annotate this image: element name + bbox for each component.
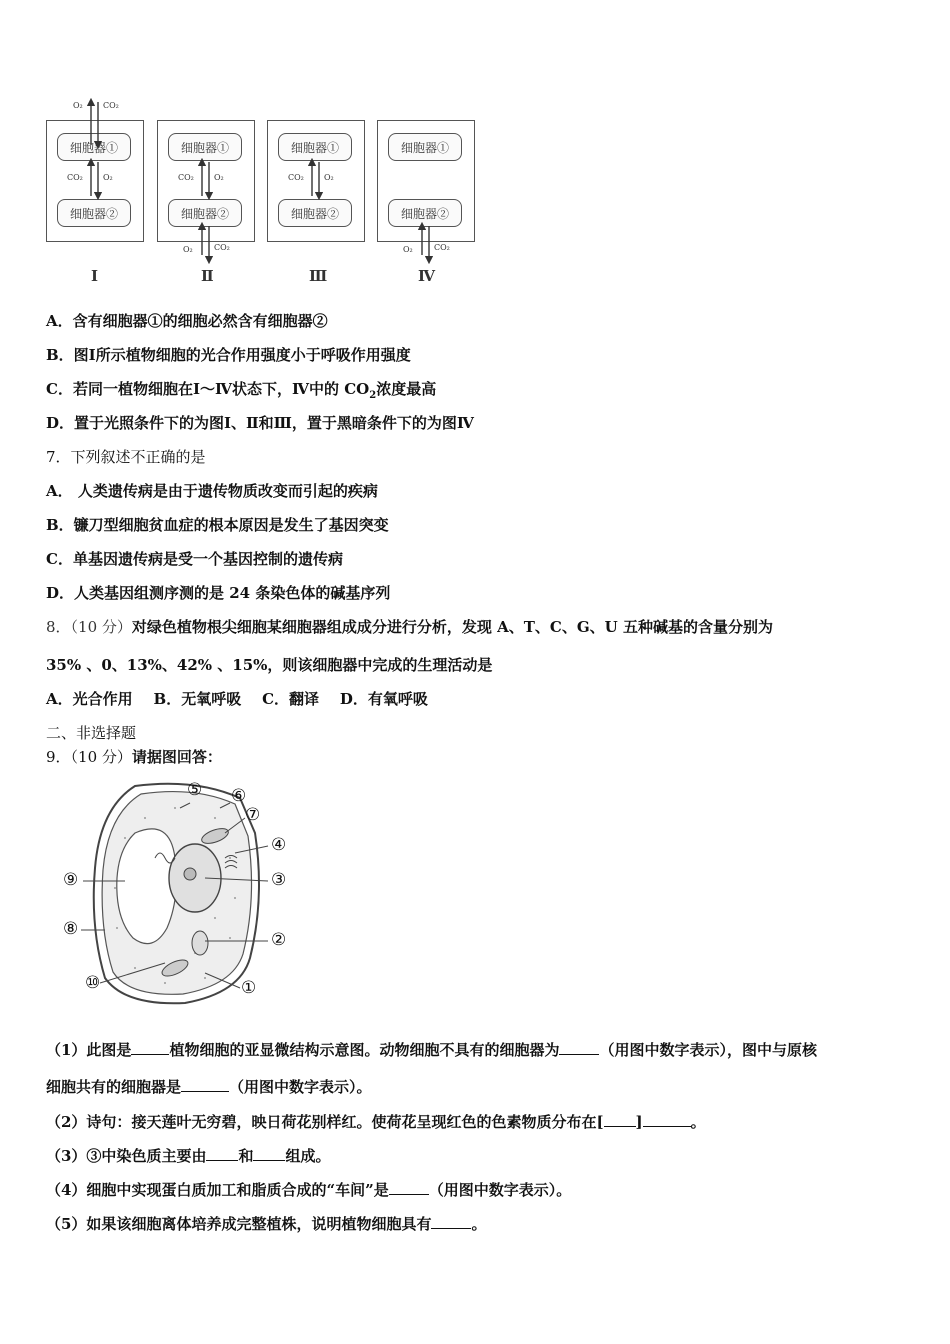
organelle-gas-exchange-figure (40, 95, 480, 295)
q9-part3-b: 和 (238, 1147, 254, 1165)
panel-1-organelle-2: 细胞器② (57, 199, 131, 227)
q9-stem-line (46, 747, 222, 767)
q9-part1-d: 细胞共有的细胞器是 (46, 1078, 182, 1096)
panel-2-organelle-1: 细胞器① (168, 133, 242, 161)
q9-blank-7[interactable] (253, 1146, 285, 1161)
q7-stem: 7．下列叙述不正确的是 (46, 448, 206, 466)
cell-label-5: ⑤ (187, 780, 203, 800)
q6-option-c (46, 379, 436, 406)
q8-stem1: 对绿色植物根尖细胞某细胞器组成成分进行分析，发现 A、T、C、G、U 五种碱基的含量分别为 (131, 618, 773, 636)
cell-label-2: ② (271, 930, 287, 950)
q8-number: 8．（10 分） (46, 618, 132, 636)
q9-part4-b: （用图中数字表示）。 (428, 1181, 572, 1199)
q9-part2 (46, 1112, 706, 1132)
cell-label-9: ⑨ (63, 870, 79, 890)
q9-blank-4[interactable] (604, 1112, 636, 1127)
q9-part5-b: 。 (471, 1215, 487, 1233)
cell-label-6: ⑥ (231, 786, 247, 806)
plant-cell-figure (55, 778, 305, 1010)
q9-part2-a: （2）诗句：接天莲叶无穷碧，映日荷花别样红。使荷花呈现红色的色素物质分布在[ (46, 1113, 604, 1131)
q9-blank-2[interactable] (559, 1040, 599, 1055)
q6-option-c-sub: 2 (369, 390, 377, 401)
panel-2-mid-left-label: CO₂ (178, 173, 194, 182)
q6-option-c-pre: C．若同一植物细胞在Ⅰ～Ⅳ状态下，Ⅳ中的 CO (46, 380, 370, 398)
q9-part1-b: 植物细胞的亚显微结构示意图。动物细胞不具有的细胞器为 (169, 1041, 560, 1059)
q9-blank-6[interactable] (206, 1146, 238, 1161)
panel-3-mid-right-label: O₂ (324, 173, 334, 182)
panel-3-mid-left-label: CO₂ (288, 173, 304, 182)
q9-part1-a: （1）此图是 (46, 1041, 132, 1059)
cell-label-3: ③ (271, 870, 287, 890)
q8-stem-line2: 35% 、0、13%、42% 、15%，则该细胞器中完成的生理活动是 (46, 656, 493, 674)
q9-part1-c: （用图中数字表示），图中与原核 (599, 1041, 817, 1059)
panel-1-numeral: Ⅰ (91, 267, 99, 285)
cell-label-10: ⑩ (85, 973, 101, 993)
q9-part3 (46, 1146, 330, 1166)
panel-4-organelle-2: 细胞器② (388, 199, 462, 227)
q9-number: 9．（10 分） (46, 748, 132, 766)
gas-arrows (40, 95, 480, 295)
q9-blank-5[interactable] (643, 1112, 691, 1127)
q9-part2-b: ] (635, 1113, 643, 1131)
panel-4-bottom-right-label: CO₂ (434, 243, 450, 252)
q6-option-c-post: 浓度最高 (376, 380, 437, 398)
q9-blank-1[interactable] (131, 1040, 169, 1055)
q9-part4 (46, 1180, 571, 1200)
panel-1-organelle-1: 细胞器① (57, 133, 131, 161)
panel-4-numeral: Ⅳ (418, 267, 436, 285)
panel-1-mid-right-label: O₂ (103, 173, 113, 182)
q9-stem: 请据图回答： (131, 748, 222, 766)
panel-1-top-left-label: O₂ (73, 101, 83, 110)
q9-part1-line2 (46, 1077, 372, 1097)
panel-4-organelle-1: 细胞器① (388, 133, 462, 161)
q9-part5-a: （5）如果该细胞离体培养成完整植株，说明植物细胞具有 (46, 1215, 432, 1233)
q6-option-b: B．图Ⅰ所示植物细胞的光合作用强度小于呼吸作用强度 (46, 346, 411, 364)
cell-label-8: ⑧ (63, 919, 79, 939)
section-2-title: 二、非选择题 (46, 724, 137, 742)
q9-blank-3[interactable] (181, 1077, 229, 1092)
q9-part2-c: 。 (690, 1113, 706, 1131)
q8-options: A．光合作用 B．无氧呼吸 C．翻译 D．有氧呼吸 (46, 690, 428, 708)
q9-part4-a: （4）细胞中实现蛋白质加工和脂质合成的“车间”是 (46, 1181, 389, 1199)
q9-part3-a: （3）③中染色质主要由 (46, 1147, 207, 1165)
q7-option-b: B．镰刀型细胞贫血症的根本原因是发生了基因突变 (46, 516, 389, 534)
panel-4-bottom-left-label: O₂ (403, 245, 413, 254)
q9-blank-9[interactable] (431, 1214, 471, 1229)
q6-option-a: A．含有细胞器①的细胞必然含有细胞器② (46, 312, 328, 330)
q6-option-d: D．置于光照条件下的为图Ⅰ、Ⅱ和Ⅲ，置于黑暗条件下的为图Ⅳ (46, 414, 474, 432)
q7-option-a: A． 人类遗传病是由于遗传物质改变而引起的疾病 (46, 482, 378, 500)
panel-2-bottom-right-label: CO₂ (214, 243, 230, 252)
panel-3-numeral: Ⅲ (309, 267, 328, 285)
panel-1-mid-left-label: CO₂ (67, 173, 83, 182)
q9-part5 (46, 1214, 486, 1234)
q7-option-c: C．单基因遗传病是受一个基因控制的遗传病 (46, 550, 343, 568)
panel-3-organelle-2: 细胞器② (278, 199, 352, 227)
q9-blank-8[interactable] (389, 1180, 429, 1195)
q7-option-d: D．人类基因组测序测的是 24 条染色体的碱基序列 (46, 584, 391, 602)
panel-2-bottom-left-label: O₂ (183, 245, 193, 254)
panel-2-mid-right-label: O₂ (214, 173, 224, 182)
panel-1-top-right-label: CO₂ (103, 101, 119, 110)
panel-3-organelle-1: 细胞器① (278, 133, 352, 161)
panel-2-numeral: Ⅱ (201, 267, 214, 285)
panel-2-organelle-2: 细胞器② (168, 199, 242, 227)
q8-stem-line1 (46, 617, 773, 637)
q9-part3-c: 组成。 (285, 1147, 331, 1165)
cell-label-1: ① (241, 978, 257, 998)
q9-part1-e: （用图中数字表示）。 (229, 1078, 372, 1096)
q9-part1-line1 (46, 1040, 817, 1060)
cell-label-7: ⑦ (245, 805, 261, 825)
cell-label-4: ④ (271, 835, 287, 855)
